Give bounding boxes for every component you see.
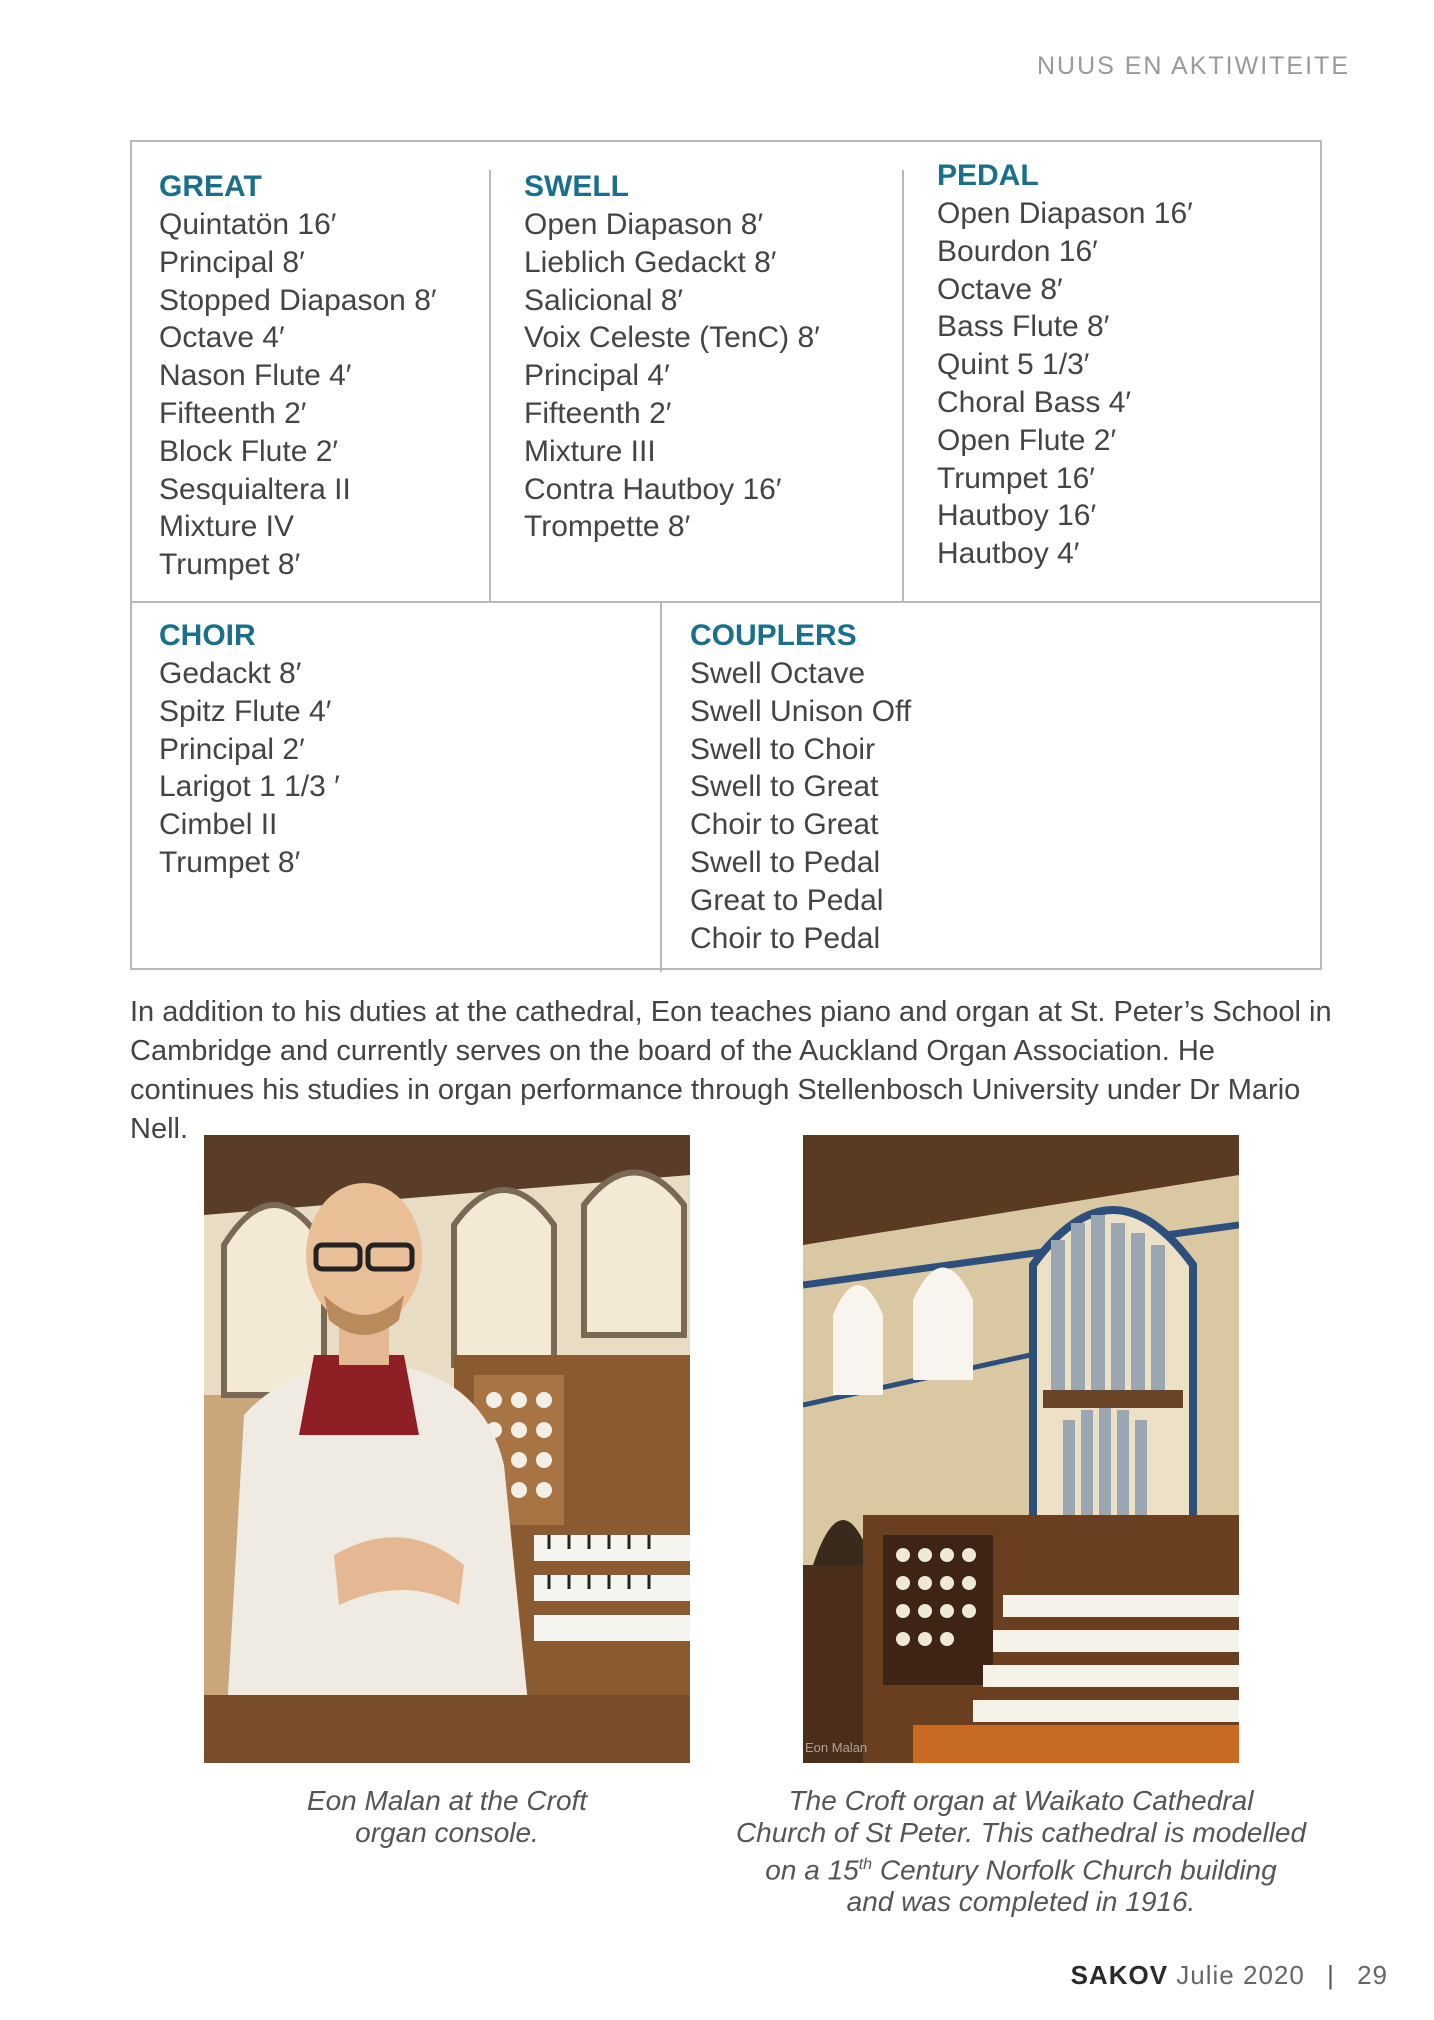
- caption-line: Church of St Peter. This cathedral is modelled: [735, 1817, 1307, 1848]
- stop-item: Block Flute 2′: [159, 434, 339, 468]
- stop-item: Fifteenth 2′: [159, 396, 307, 430]
- stop-list: [159, 206, 437, 584]
- stop-item: Principal 4′: [524, 359, 670, 393]
- division-pedal: [937, 157, 1193, 573]
- stop-item: Principal 2′: [159, 732, 305, 766]
- stop-item: Spitz Flute 4′: [159, 694, 332, 728]
- page-number: 29: [1357, 1960, 1388, 1990]
- cathedral-caption: [722, 1785, 1320, 1918]
- division-title: PEDAL: [937, 159, 1039, 192]
- stop-item: Cimbel II: [159, 808, 278, 842]
- stop-list: [690, 655, 911, 957]
- stop-item: Swell Octave: [690, 657, 866, 690]
- stop-list: [937, 195, 1193, 573]
- stop-item: Choir to Pedal: [690, 921, 881, 955]
- table-divider-vertical: [660, 601, 662, 972]
- stop-item: Octave 4′: [159, 321, 285, 355]
- division-choir: [159, 617, 340, 882]
- stop-item: Gedackt 8′: [159, 657, 302, 690]
- stop-item: Choral Bass 4′: [937, 385, 1132, 419]
- stop-item: Quintatön 16′: [159, 208, 337, 241]
- stop-item: Trumpet 8′: [159, 548, 301, 582]
- division-great: [159, 168, 437, 584]
- caption-line: and was completed in 1916.: [846, 1886, 1196, 1918]
- caption-line: on a 15: [765, 1854, 859, 1886]
- stop-item: Bourdon 16′: [937, 234, 1098, 268]
- stop-item: Swell to Great: [690, 770, 879, 804]
- stop-item: Swell to Pedal: [690, 845, 881, 879]
- caption-line: The Croft organ at Waikato Cathedral: [788, 1785, 1254, 1816]
- stop-item: Quint 5 1/3′: [937, 348, 1090, 382]
- stop-item: Salicional 8′: [524, 283, 684, 317]
- stop-list: [159, 655, 340, 882]
- stop-item: Swell to Choir: [690, 732, 876, 766]
- stop-item: Larigot 1 1/3 ′: [159, 770, 340, 804]
- stop-item: Sesquialtera II: [159, 472, 351, 506]
- stop-item: Choir to Great: [690, 808, 879, 842]
- stop-item: Nason Flute 4′: [159, 359, 352, 393]
- caption-line: Century Norfolk Church building: [872, 1854, 1277, 1886]
- section-header: NUUS EN AKTIWITEITE: [1036, 52, 1350, 80]
- ordinal-suffix: th: [858, 1856, 873, 1873]
- division-couplers: [690, 617, 911, 957]
- stop-list: [524, 206, 820, 546]
- organist-illustration: [204, 1135, 690, 1763]
- page-footer: [1071, 1960, 1388, 1991]
- division-title: SWELL: [524, 170, 629, 203]
- stop-item: Bass Flute 8′: [937, 310, 1110, 344]
- stop-item: Great to Pedal: [690, 883, 884, 917]
- stop-item: Lieblich Gedackt 8′: [524, 245, 777, 279]
- stop-item: Contra Hautboy 16′: [524, 472, 782, 506]
- table-divider-horizontal: [132, 601, 1320, 603]
- body-paragraph: In addition to his duties at the cathedral, Eon teaches piano and organ at St. Peter’s School in Cambridge and currently serves on the board of the Auckland Organ Association. He continues his studies in organ performance through Stellenbosch University under Dr Mario Nell.: [130, 996, 1332, 1145]
- stop-item: Octave 8′: [937, 272, 1063, 306]
- organist-photo: [204, 1135, 690, 1763]
- stop-item: Open Flute 2′: [937, 423, 1117, 457]
- stop-item: Open Diapason 8′: [524, 208, 764, 241]
- stop-item: Swell Unison Off: [690, 694, 912, 728]
- caption-line: Eon Malan at the Croft: [306, 1785, 588, 1816]
- stop-item: Mixture IV: [159, 510, 295, 544]
- stop-item: Trompette 8′: [524, 510, 691, 544]
- stop-item: Voix Celeste (TenC) 8′: [524, 321, 820, 355]
- organ-specification-table: [130, 140, 1322, 970]
- stop-item: Open Diapason 16′: [937, 197, 1193, 230]
- stop-item: Trumpet 8′: [159, 845, 301, 879]
- organist-caption: [204, 1785, 690, 1849]
- division-title: CHOIR: [159, 619, 256, 652]
- magazine-name: SAKOV: [1070, 1960, 1169, 1990]
- division-swell: [524, 168, 820, 546]
- stop-item: Stopped Diapason 8′: [159, 283, 437, 317]
- stop-item: Hautboy 16′: [937, 499, 1097, 533]
- table-divider-vertical: [902, 170, 904, 603]
- stop-item: Hautboy 4′: [937, 537, 1080, 571]
- stop-item: Mixture III: [524, 434, 656, 468]
- division-title: COUPLERS: [690, 619, 857, 652]
- photo-credit: Eon Malan: [805, 1740, 868, 1755]
- footer-separator: |: [1327, 1960, 1335, 1990]
- stop-item: Trumpet 16′: [937, 461, 1095, 495]
- stop-item: Fifteenth 2′: [524, 396, 672, 430]
- cathedral-illustration: [803, 1135, 1239, 1763]
- cathedral-organ-photo: [803, 1135, 1239, 1763]
- caption-line: organ console.: [355, 1817, 539, 1848]
- table-divider-vertical: [489, 170, 491, 603]
- issue-date: Julie 2020: [1176, 1960, 1305, 1990]
- division-title: GREAT: [159, 170, 262, 203]
- stop-item: Principal 8′: [159, 245, 305, 279]
